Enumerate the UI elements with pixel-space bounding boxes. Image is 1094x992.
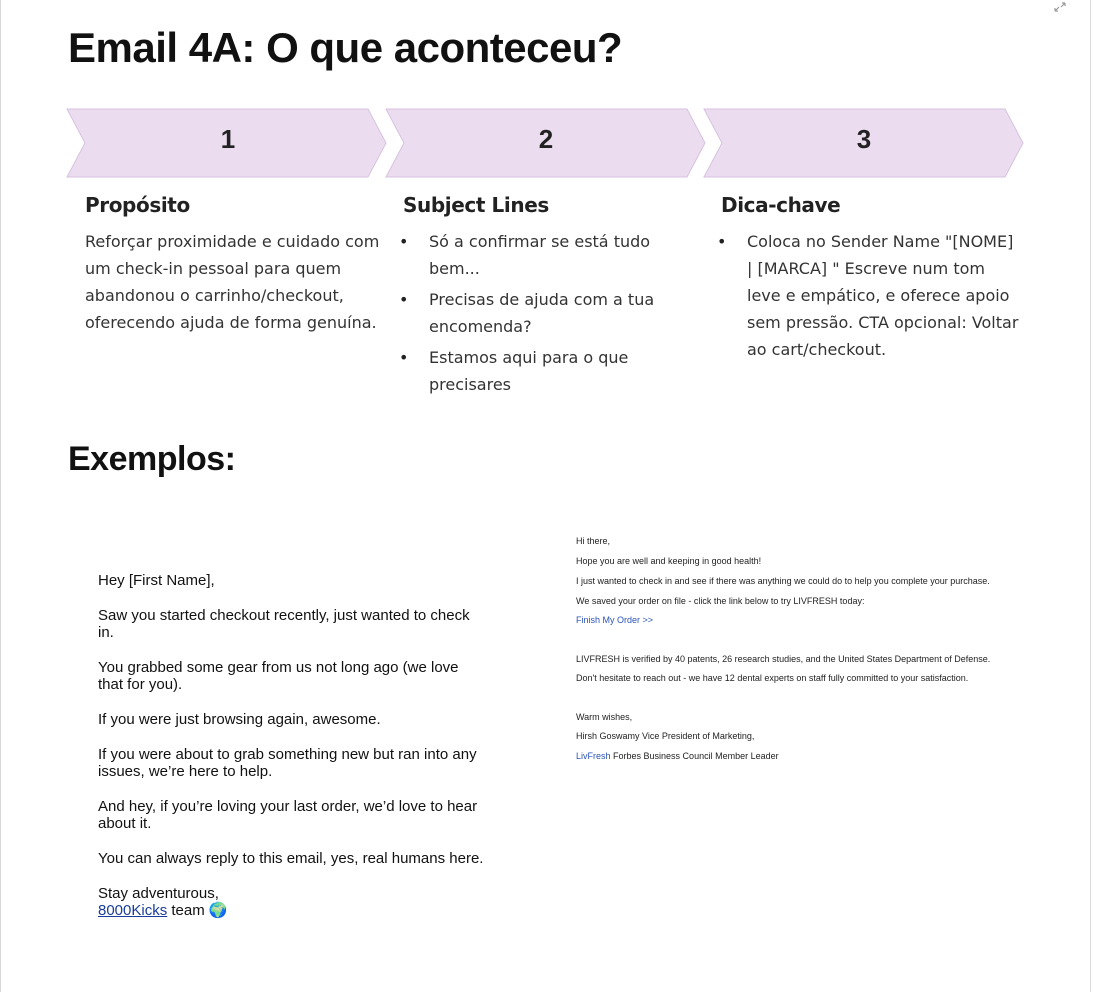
- purpose-line: oferecendo ajuda de forma genuína.: [85, 313, 377, 332]
- email-line: Hope you are well and keeping in good health!: [576, 556, 762, 566]
- list-item: • Coloca no Sender Name "[NOME] | [MARCA] " Escreve num tom leve e empático, e oferece apoio sem pressão. CTA opcional: Voltar ao cart/checkout.: [717, 228, 1018, 363]
- email-line: Don't hesitate to reach out - we have 12 dental experts on staff fully committed to your satisfaction.: [576, 673, 969, 683]
- email-paragraph: Saw you started checkout recently, just wanted to check in.: [98, 607, 470, 641]
- email-paragraph: You grabbed some gear from us not long ago (we love that for you).: [98, 659, 459, 693]
- email-line: Warm wishes,: [576, 712, 633, 722]
- team-label: team: [171, 902, 205, 919]
- step-number-3: 3: [856, 124, 872, 154]
- email-paragraph: If you were about to grab something new but ran into any issues, we’re here to help.: [98, 746, 477, 780]
- list-item: • Só a confirmar se está tudo bem...: [399, 228, 654, 282]
- purpose-line: um check-in pessoal para quem: [85, 259, 342, 278]
- email-paragraph: You can always reply to this email, yes, real humans here.: [98, 850, 484, 867]
- email-greeting: Hey [First Name],: [98, 572, 215, 589]
- purpose-line: Reforçar proximidade e cuidado com: [85, 232, 380, 251]
- purpose-text: [85, 228, 379, 336]
- email-line: LIVFRESH is verified by 40 patents, 26 research studies, and the United States Department of Defense.: [576, 654, 991, 664]
- purpose-heading: Propósito: [85, 193, 190, 217]
- email-line: LivFresh Forbes Business Council Member Leader: [576, 751, 779, 761]
- key-tip-list: [717, 228, 1018, 367]
- email-line: I just wanted to check in and see if there was anything we could do to help you complete your purchase.: [576, 576, 990, 586]
- step-number-1: 1: [220, 124, 236, 154]
- page-frame-right: [1090, 0, 1091, 992]
- livfresh-link[interactable]: LivFresh: [576, 751, 611, 761]
- examples-heading: Exemplos:: [68, 440, 236, 478]
- resize-icon[interactable]: [1052, 0, 1068, 14]
- page-title: Email 4A: O que aconteceu?: [68, 24, 623, 71]
- email-line: Hirsh Goswamy Vice President of Marketing,: [576, 731, 755, 741]
- subject-lines-heading: Subject Lines: [403, 193, 549, 217]
- email-line: Hi there,: [576, 536, 611, 546]
- key-tip-heading: Dica-chave: [721, 193, 841, 217]
- purpose-line: abandonou o carrinho/checkout,: [85, 286, 344, 305]
- list-item: • Estamos aqui para o que precisares: [399, 344, 654, 398]
- page-frame-left: [0, 0, 1, 992]
- email-paragraph: If you were just browsing again, awesome.: [98, 711, 381, 728]
- email-signoff: Stay adventurous, 8000Kicks team 🌍: [98, 885, 228, 919]
- step-number-2: 2: [538, 124, 554, 154]
- brand-link[interactable]: 8000Kicks: [98, 902, 168, 919]
- globe-icon: 🌍: [208, 902, 228, 919]
- email-example-a: [98, 572, 498, 937]
- email-line: We saved your order on file - click the link below to try LIVFRESH today:: [576, 596, 865, 606]
- subject-lines-list: [399, 228, 654, 402]
- email-paragraph: And hey, if you’re loving your last order, we’d love to hear about it.: [98, 798, 478, 832]
- list-item: • Precisas de ajuda com a tua encomenda?: [399, 286, 654, 340]
- finish-order-link[interactable]: Finish My Order >>: [576, 615, 654, 625]
